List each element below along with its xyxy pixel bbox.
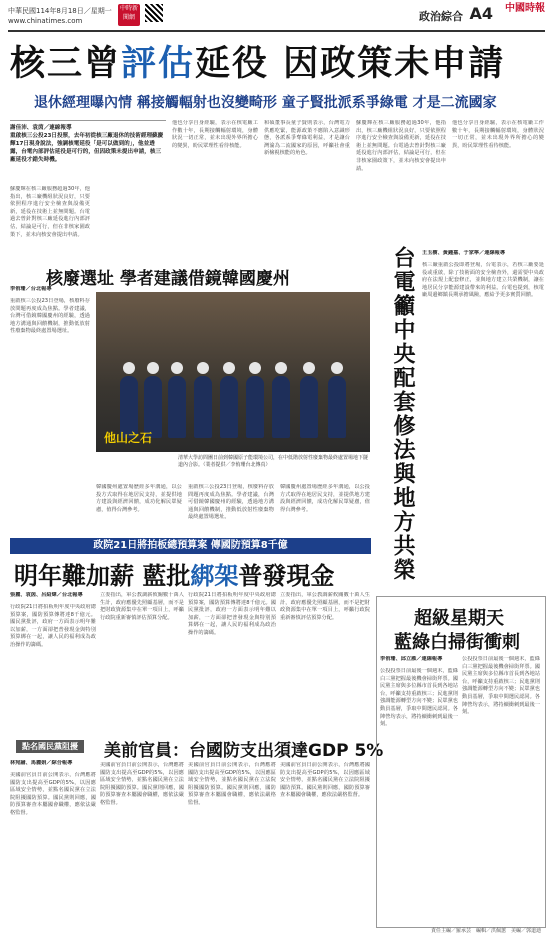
defense-body-col1: 行政院21日將拍板明年度中央政府總預算案，國防預算傳將達8千億元。國民黨批評，政府一方面表示明年難以加薪，一方面卻把普發現金與特別預算綁在一起，讓人民的福利成為政治操作的籌碼。: [10, 604, 96, 648]
lead-body-col4: 蘇慶輝在核三廠服務超過30年，他指出，核三廠機組狀況良好，只要依照程序進行安全檢查與設備更新，延役在技術上並無問題。台電過去曾針對核三廠延役進行內部評估，結論是可行，但在非核家園政策下，並未向核安會提出申請。: [356, 120, 446, 172]
section-name: 政治綜合: [419, 10, 463, 23]
feature-body-col4: 韓國慶州處置場歷經多年溝通，以公投方式取得在地居民支持，並提供地方建設與經濟回饋，成功化解民眾疑慮，值得台灣參考。: [280, 484, 370, 513]
feature-body-col3: 重啟核三公投23日登場，核廢料存放問題再度成為焦點。學者建議，台灣可借鏡韓國慶州的經驗，透過地方溝通與回饋機制，推動低放射性廢棄物最終處置場選址。: [188, 484, 274, 521]
site-url[interactable]: www.chinatimes.com: [8, 17, 83, 25]
side-body: 核三廠重啟公投即將登場，台電表示，若核三廠要延役或重啟，除了技術面的安全檢查外，還需要中央政府在法規上配套修正，並與地方建立共榮機制，讓在地居民分享能源建設帶來的利益。台電也提到，核電廠周邊鄉鎮長期承擔風險，應給予更多實質回饋。: [422, 262, 544, 299]
right-headline-a: 超級星期天: [414, 608, 504, 629]
issue-date: 中華民國114年8月18日／星期一: [8, 7, 112, 15]
brand-logo: 中國時報: [505, 3, 545, 14]
us-kicker: 點名國民黨阻擾: [16, 740, 84, 753]
lead-lede-box: [10, 120, 166, 184]
headline-part-2: 延役 因政策未申請: [195, 44, 506, 84]
us-headline: 美前官員：台國防支出須達GDP 5%: [104, 741, 384, 761]
us-body-col1: 美國前官員日前公開表示，台灣應將國防支出提高至GDP的5%，以因應區域安全情勢，並點名國民黨在立法院阻擾國防預算。國民黨則回應，國防預算審查本屬國會職權，應依法嚴格監督。: [10, 772, 96, 816]
us-body-col2: 美國前官員日前公開表示，台灣應將國防支出提高至GDP的5%，以因應區域安全情勢，並點名國民黨在立法院阻擾國防預算。國民黨則回應，國防預算審查本屬國會職權，應依法嚴格監督。: [100, 762, 184, 806]
chinatimes-logo: 中時新聞網: [118, 4, 140, 26]
us-byline: 林宛諭、馬麗娟／綜合報導: [10, 760, 73, 766]
lead-body-col3: 和碩董事長童子賢則表示，台灣電力供應吃緊，能源政策不應陷入意識形態，各派系爭奪綠電利益，才是讓台灣淪為二流國家的原因，呼籲社會重新檢視核能的角色。: [264, 120, 350, 157]
right-body-col1: 公投投票日前最後一個週末，藍綠白三黨把握最後機會掃街拜票。國民黨主席與多位縣市首長到各地站台，呼籲支持重啟核三；民進黨則強調能源轉型方向不變；民眾黨也動員基層，爭取中間選民認同。各陣營均表示，將持續衝刺到最後一刻。: [380, 668, 458, 728]
right-headline-b: 藍綠白掃街衝刺: [394, 632, 520, 653]
photo-caption: 清華大學訪問團日前到韓國原子能環境公司，在中低階放射性廢棄物最終處置場地下隧道內合影。（業者提供／李侑珊台北傳真）: [178, 455, 369, 468]
lead-headline: [10, 36, 544, 86]
lead-lede: 重啟核三公投23日投票，去年初從核三廠退休的技術經理蘇慶輝17日現身說法，強調核電延役「是可以做到的」，他並透露，台電內部評估延役是可行的，但因政策未提出申請，核三廠延役才錯失時機。: [10, 133, 164, 163]
feature-photo: [96, 292, 370, 452]
us-body-col3: 美國前官員日前公開表示，台灣應將國防支出提高至GDP的5%，以因應區域安全情勢，並點名國民黨在立法院阻擾國防預算。國民黨則回應，國防預算審查本屬國會職權，應依法嚴格監督。: [188, 762, 276, 806]
defense-headline: [14, 556, 334, 591]
masthead-rule: [8, 30, 545, 32]
defense-banner: 政院21日將拍板總預算案 傳國防預算8千億: [10, 538, 371, 554]
defense-body-col4: 立委指出，軍公教調薪攸關數十萬人生計，政府應優先照顧基層，而不是把財政資源集中在單一項目上，呼籲行政院重新審慎評估預算分配。: [280, 592, 370, 621]
qr-code-icon: [145, 4, 163, 22]
footer-credits: 責任主編／羅承芸 編輯／洪佩蕙 美編／郭道迪: [430, 928, 541, 934]
feature-byline: 李侑珊／台北報導: [10, 286, 52, 292]
us-body-col4: 美國前官員日前公開表示，台灣應將國防支出提高至GDP的5%，以因應區域安全情勢，並點名國民黨在立法院阻擾國防預算。國民黨則回應，國防預算審查本屬國會職權，應依法嚴格監督。: [280, 762, 370, 799]
feature-body-col1: 重啟核三公投23日登場，核廢料存放問題再度成為焦點。學者建議，台灣可借鏡韓國慶州的經驗，透過地方溝通與回饋機制，推動低放射性廢棄物最終處置場選址。: [10, 298, 90, 335]
lead-body-col1: 蘇慶輝在核三廠服務超過30年，他指出，核三廠機組狀況良好，只要依照程序進行安全檢查與設備更新，延役在技術上並無問題。台電過去曾針對核三廠延役進行內部評估，結論是可行，但在非核家園政策下，並未向核安會提出申請。: [10, 186, 90, 238]
side-byline: 王玉樹、黃鍾嘉、于家寧／連線報導: [422, 250, 506, 256]
headline-highlight: 評估: [121, 44, 196, 84]
defense-headline-a: 明年難加薪: [14, 562, 134, 590]
defense-body-col2: 立委指出，軍公教調薪攸關數十萬人生計，政府應優先照顧基層，而不是把財政資源集中在單一項目上，呼籲行政院重新審慎評估預算分配。: [100, 592, 184, 621]
lead-body-col5: 他也分享自身經驗，表示在核電廠工作數十年，長期接觸輻射環境，身體狀況一切正常，並未出現外界所擔心的變異，盼民眾理性看待核能。: [452, 120, 544, 149]
defense-byline: 張麗、袁茵、呂紹煒／台北報導: [10, 592, 83, 598]
lead-byline: 謝佳沛、袁茵／連線報導: [10, 125, 72, 131]
defense-headline-highlight: 綁架: [190, 562, 239, 590]
right-byline: 李侑珊、邱立雁／連線報導: [380, 656, 443, 662]
photo-credit-label: 他山之石: [104, 431, 153, 445]
defense-body-col3: 行政院21日將拍板明年度中央政府總預算案，國防預算傳將達8千億元。國民黨批評，政府一方面表示明年難以加薪，一方面卻把普發現金與特別預算綁在一起，讓人民的福利成為政治操作的籌碼。: [188, 592, 276, 636]
lead-deck: 退休經理曝內情 稱接觸輻射也沒變畸形 童子賢批派系爭綠電 才是二流國家: [34, 95, 497, 111]
feature-body-col2: 韓國慶州處置場歷經多年溝通，以公投方式取得在地居民支持，並提供地方建設與經濟回饋，成功化解民眾疑慮，值得台灣參考。: [96, 484, 182, 513]
defense-headline-b: 藍批: [142, 562, 191, 590]
page-number: A4: [469, 4, 493, 23]
headline-part-1: 核三曾: [10, 44, 122, 84]
right-body-col2: 公投投票日前最後一個週末，藍綠白三黨把握最後機會掃街拜票。國民黨主席與多位縣市首長到各地站台，呼籲支持重啟核三；民進黨則強調能源轉型方向不變；民眾黨也動員基層，爭取中間選民認同。各陣營均表示，將持續衝刺到最後一刻。: [462, 656, 540, 716]
masthead-date-block: [8, 6, 112, 26]
feature-subhead: 核廢選址 學者建議借鏡韓國慶州: [46, 269, 290, 289]
lead-body-col2: 他也分享自身經驗，表示在核電廠工作數十年，長期接觸輻射環境，身體狀況一切正常，並未出現外界所擔心的變異，盼民眾理性看待核能。: [172, 120, 258, 149]
defense-headline-d: 普發現金: [238, 562, 335, 590]
side-vertical-title: 台電籲中央配套修法與地方共榮: [390, 246, 415, 582]
